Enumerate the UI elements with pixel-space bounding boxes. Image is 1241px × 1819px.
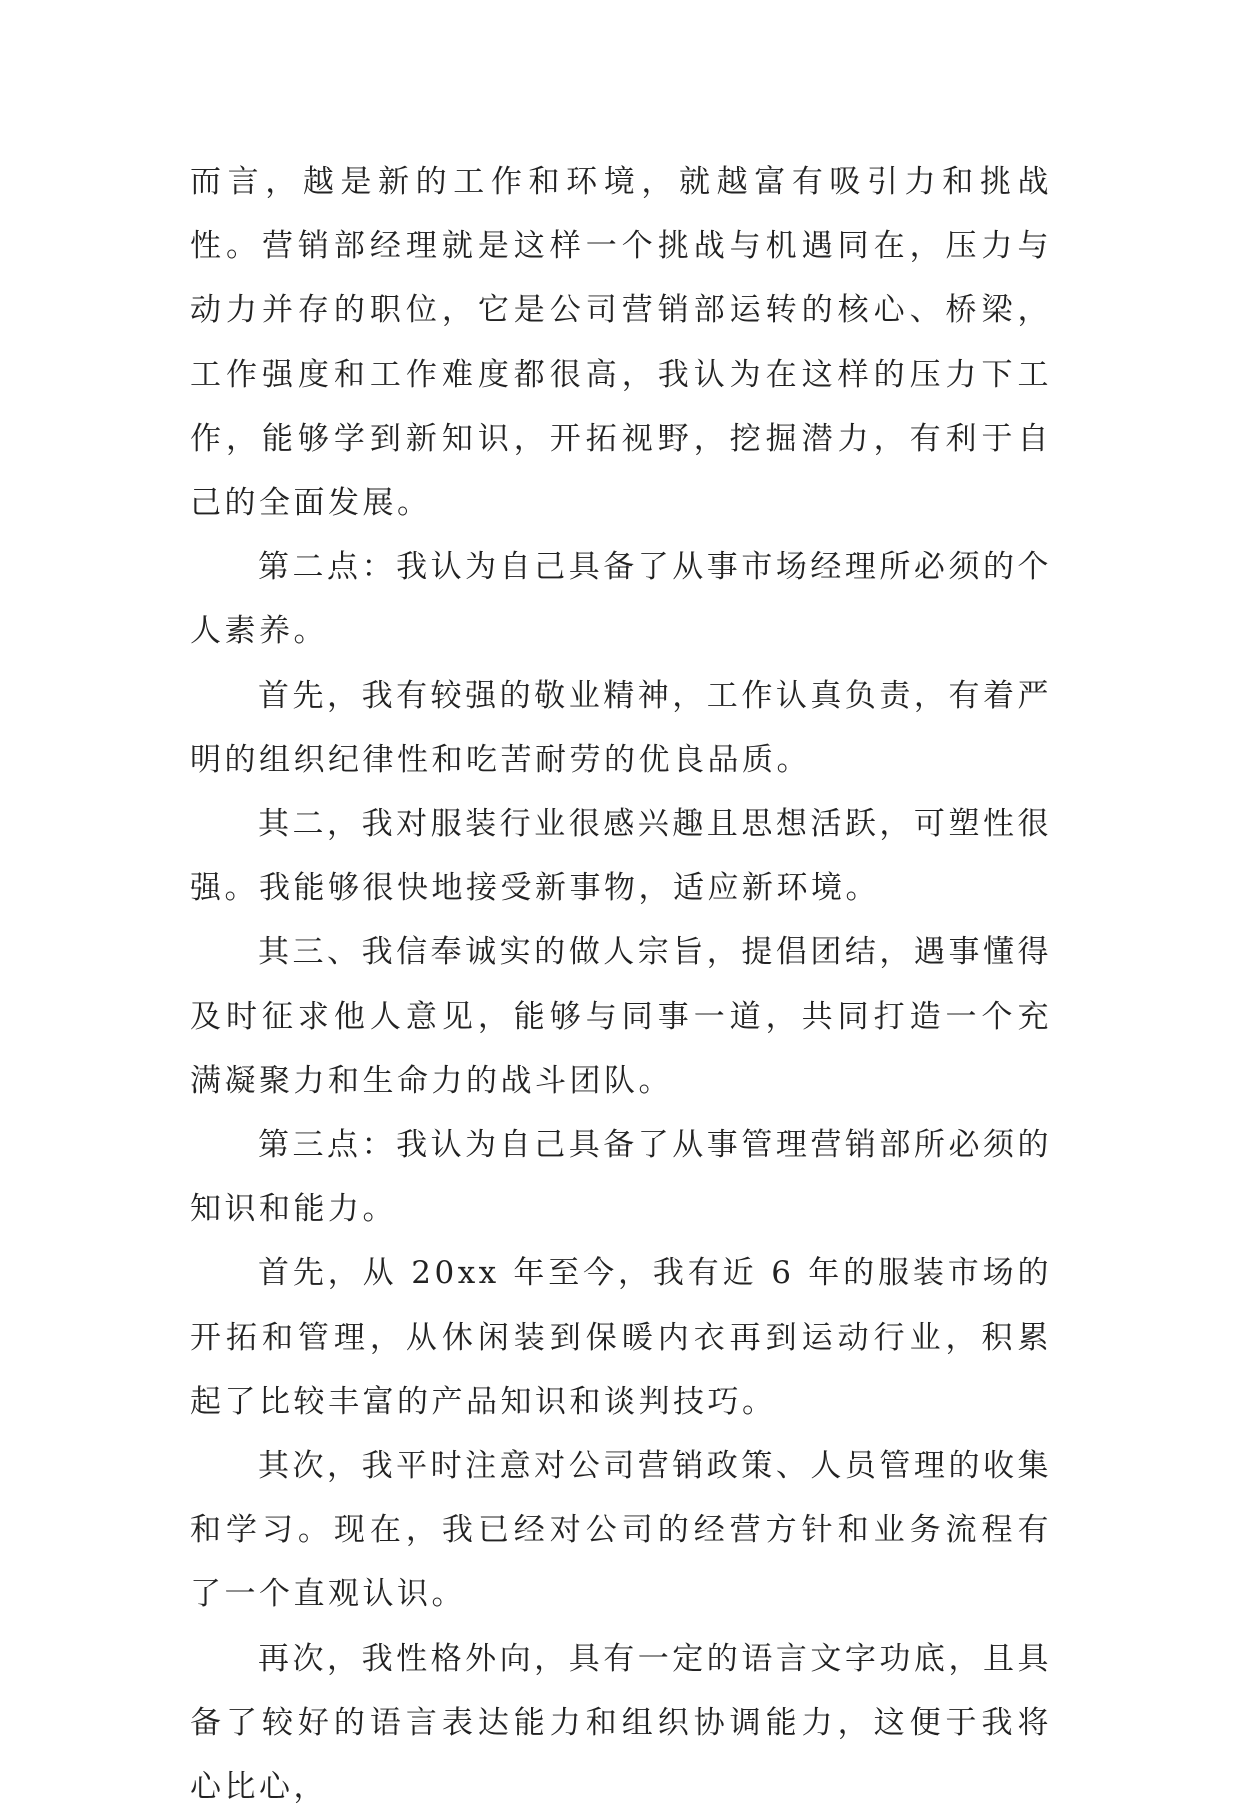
paragraph-continuation: 而言，越是新的工作和环境，就越富有吸引力和挑战性。营销部经理就是这样一个挑战与机遇同在，压力与动力并存的职位，它是公司营销部运转的核心、桥梁，工作强度和工作难度都很高，我认为在这样的压力下工作，能够学到新知识，开拓视野，挖掘潜力，有利于自己的全面发展。 [190, 164, 1052, 522]
paragraph-personality: 再次，我性格外向，具有一定的语言文字功底，且具备了较好的语言表达能力和组织协调能力，这便于我将心比心， [190, 1640, 1052, 1806]
paragraph-experience: 首先，从 20xx 年至今，我有近 6 年的服装市场的开拓和管理，从休闲装到保暖内衣再到运动行业，积累起了比较丰富的产品知识和谈判技巧。 [190, 1255, 1052, 1420]
paragraph-study: 其次，我平时注意对公司营销政策、人员管理的收集和学习。现在，我已经对公司的经营方针和业务流程有了一个直观认识。 [190, 1448, 1052, 1613]
paragraph-point-three: 第三点：我认为自己具备了从事管理营销部所必须的知识和能力。 [190, 1127, 1052, 1228]
body-text [190, 150, 1052, 1819]
paragraph-first: 首先，我有较强的敬业精神，工作认真负责，有着严明的组织纪律性和吃苦耐劳的优良品质。 [190, 677, 1052, 778]
paragraph-point-two: 第二点：我认为自己具备了从事市场经理所必须的个人素养。 [190, 549, 1052, 650]
paragraph-second: 其二，我对服装行业很感兴趣且思想活跃，可塑性很强。我能够很快地接受新事物，适应新环境。 [190, 806, 1052, 907]
paragraph-third: 其三、我信奉诚实的做人宗旨，提倡团结，遇事懂得及时征求他人意见，能够与同事一道，共同打造一个充满凝聚力和生命力的战斗团队。 [190, 934, 1052, 1099]
